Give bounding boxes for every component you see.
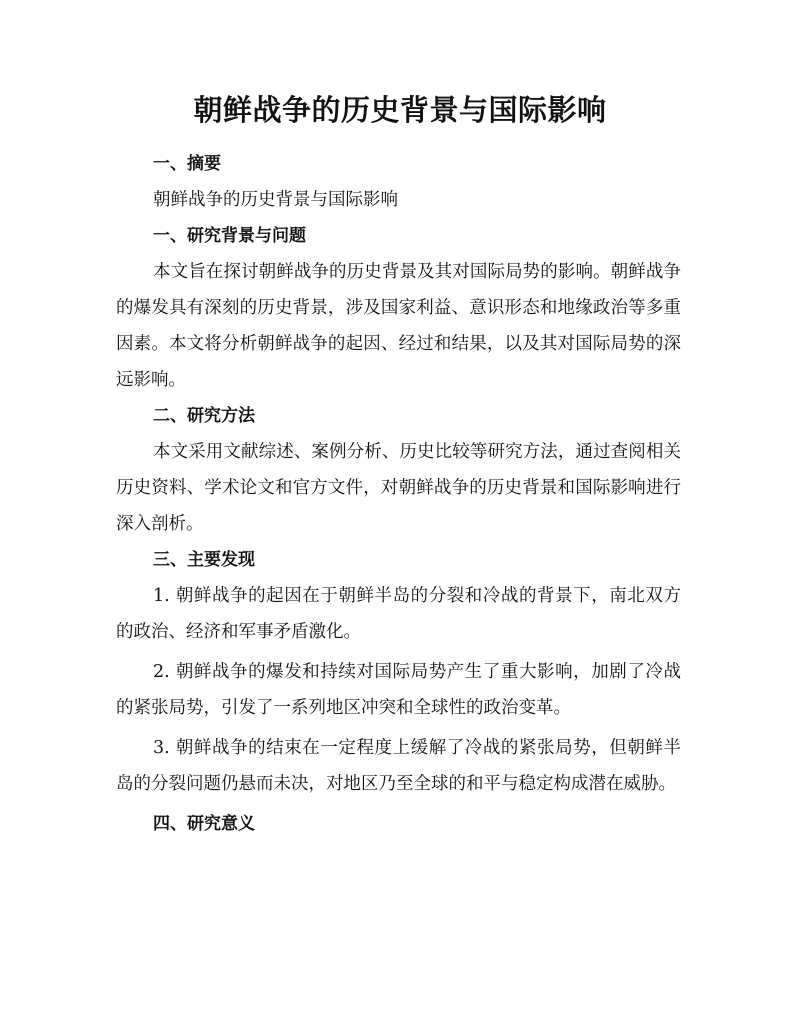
abstract-text: 朝鲜战争的历史背景与国际影响 [153, 190, 398, 210]
document-body [116, 146, 681, 842]
finding-item-2: 2. 朝鲜战争的爆发和持续对国际局势产生了重大影响，加剧了冷战的紧张局势，引发了一系列地区冲突和全球性的政治变革。 [116, 662, 681, 718]
document-title: 朝鲜战争的历史背景与国际影响 [193, 93, 607, 127]
finding-item-3: 3. 朝鲜战争的结束在一定程度上缓解了冷战的紧张局势，但朝鲜半岛的分裂问题仍悬而未决，对地区乃至全球的和平与稳定构成潜在威胁。 [116, 738, 681, 794]
section-heading-significance: 四、研究意义 [153, 814, 255, 834]
finding-item-1: 1. 朝鲜战争的起因在于朝鲜半岛的分裂和冷战的背景下，南北双方的政治、经济和军事矛盾激化。 [116, 586, 681, 642]
section-heading-methods: 二、研究方法 [153, 406, 255, 426]
section-heading-findings: 三、主要发现 [153, 550, 255, 570]
background-paragraph: 本文旨在探讨朝鲜战争的历史背景及其对国际局势的影响。朝鲜战争的爆发具有深刻的历史背景，涉及国家利益、意识形态和地缘政治等多重因素。本文将分析朝鲜战争的起因、经过和结果，以及其对国际局势的深远影响。 [116, 262, 681, 390]
section-heading-abstract: 一、摘要 [153, 154, 221, 174]
methods-paragraph: 本文采用文献综述、案例分析、历史比较等研究方法，通过查阅相关历史资料、学术论文和官方文件，对朝鲜战争的历史背景和国际影响进行深入剖析。 [116, 442, 681, 534]
section-heading-background: 一、研究背景与问题 [153, 226, 306, 246]
